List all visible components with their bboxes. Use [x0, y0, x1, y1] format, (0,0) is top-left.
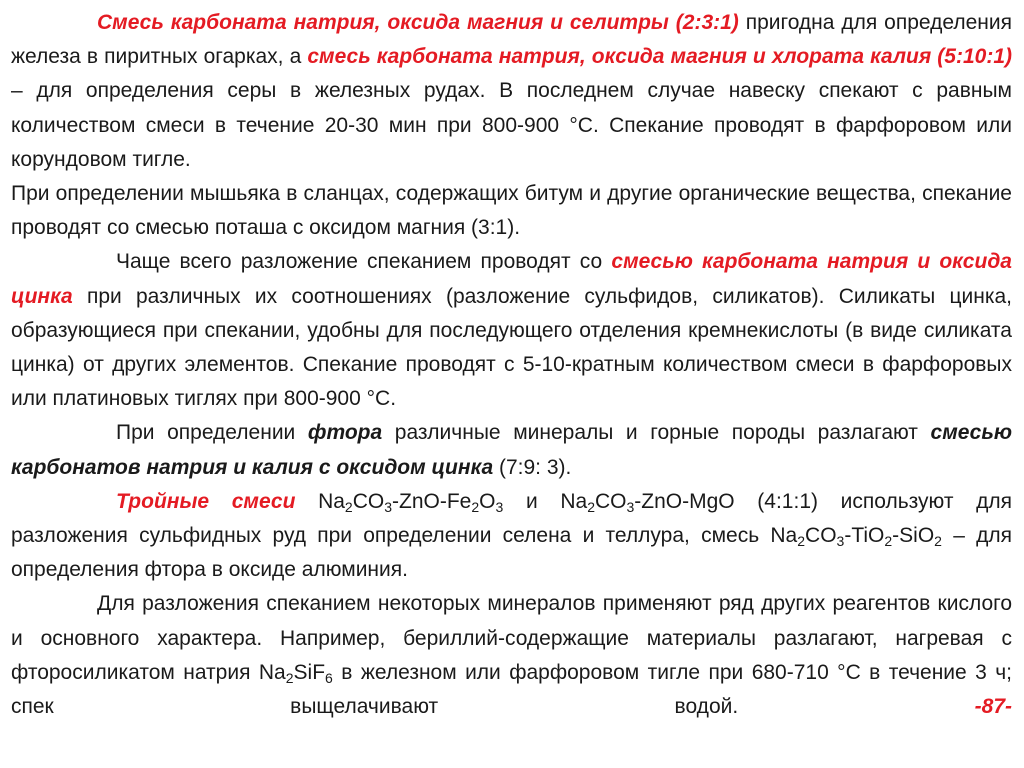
paragraph-2: При определении мышьяка в сланцах, содержащих битум и другие органические вещества, спекание проводят со смесью поташа с оксидом магния (3:1). [11, 182, 1012, 240]
highlight-zinc-oxide-mixture: смесью карбоната натрия и оксида цинка [11, 250, 1012, 308]
emphasis-fluorine: фтора [307, 421, 383, 445]
formula-4: $Na_2SiF_6$ [258, 660, 333, 686]
highlight-mixture-2: смесь карбоната натрия, оксида магния и хлората калия (5:10:1) [307, 45, 1012, 69]
paragraph-1: Смесь карбоната натрия, оксида магния и селитры (2:3:1) пригодна для определения железа в пиритных огарках, а смесь карбоната натрия, оксида магния и хлората калия (5:10:1) – для определения серы в железных рудах. В последнем случае навеску спекают с равным количеством смеси в течение 20-30 мин при 800-900 °С. Спекание проводят в фарфоровом или корундовом тигле. [11, 11, 1012, 171]
paragraph-5: Тройные смеси $Na_2CO_3-ZnO-Fe_2O_3$ и $Na_2CO_3-ZnO$-MgO (4:1:1) используют для разложения сульфидных руд при определении селена и теллура, смесь $Na_2CO_3-TiO_2-SiO_2$ – для определения фтора в оксиде алюминия. [11, 489, 1012, 582]
emphasis-carbonate-mixture: смесью карбонатов натрия и калия с оксидом цинка [11, 421, 1012, 479]
paragraph-4: При определении фтора различные минералы и горные породы разлагают смесью карбонатов натрия и калия с оксидом цинка (7:9: 3). [11, 421, 1012, 479]
highlight-mixture-1: Смесь карбоната натрия, оксида магния и селитры (2:3:1) [97, 11, 739, 34]
paragraph-3: Чаще всего разложение спеканием проводят со смесью карбоната натрия и оксида цинка при различных их соотношениях (разложение сульфидов, силикатов). Силикаты цинка, образующиеся при спекании, удобны для последующего отделения кремнекислоты (в виде силиката цинка) от других элементов. Спекание проводят с 5-10-кратным количеством смеси в фарфоровых или платиновых тиглях при 800-900 °С. [11, 250, 1012, 411]
formula-2: $Na_2CO_3-ZnO$-MgO [560, 489, 735, 515]
formula-1: $Na_2CO_3-ZnO-Fe_2O_3$ [318, 489, 504, 515]
page-number: -87- [974, 695, 1012, 719]
highlight-triple-mixtures: Тройные смеси [116, 489, 296, 513]
formula-3: $Na_2CO_3-TiO_2-SiO_2$ [770, 524, 942, 550]
paragraph-6: Для разложения спеканием некоторых минералов применяют ряд других реагентов кислого и основного характера. Например, бериллий-содержащие материалы разлагают, нагревая с фторосиликатом натрия $Na_2SiF_6$ в железном или фарфоровом тигле при 680-710 °С в течение 3 ч; спек выщелачивают водой. -87- [11, 592, 1013, 719]
